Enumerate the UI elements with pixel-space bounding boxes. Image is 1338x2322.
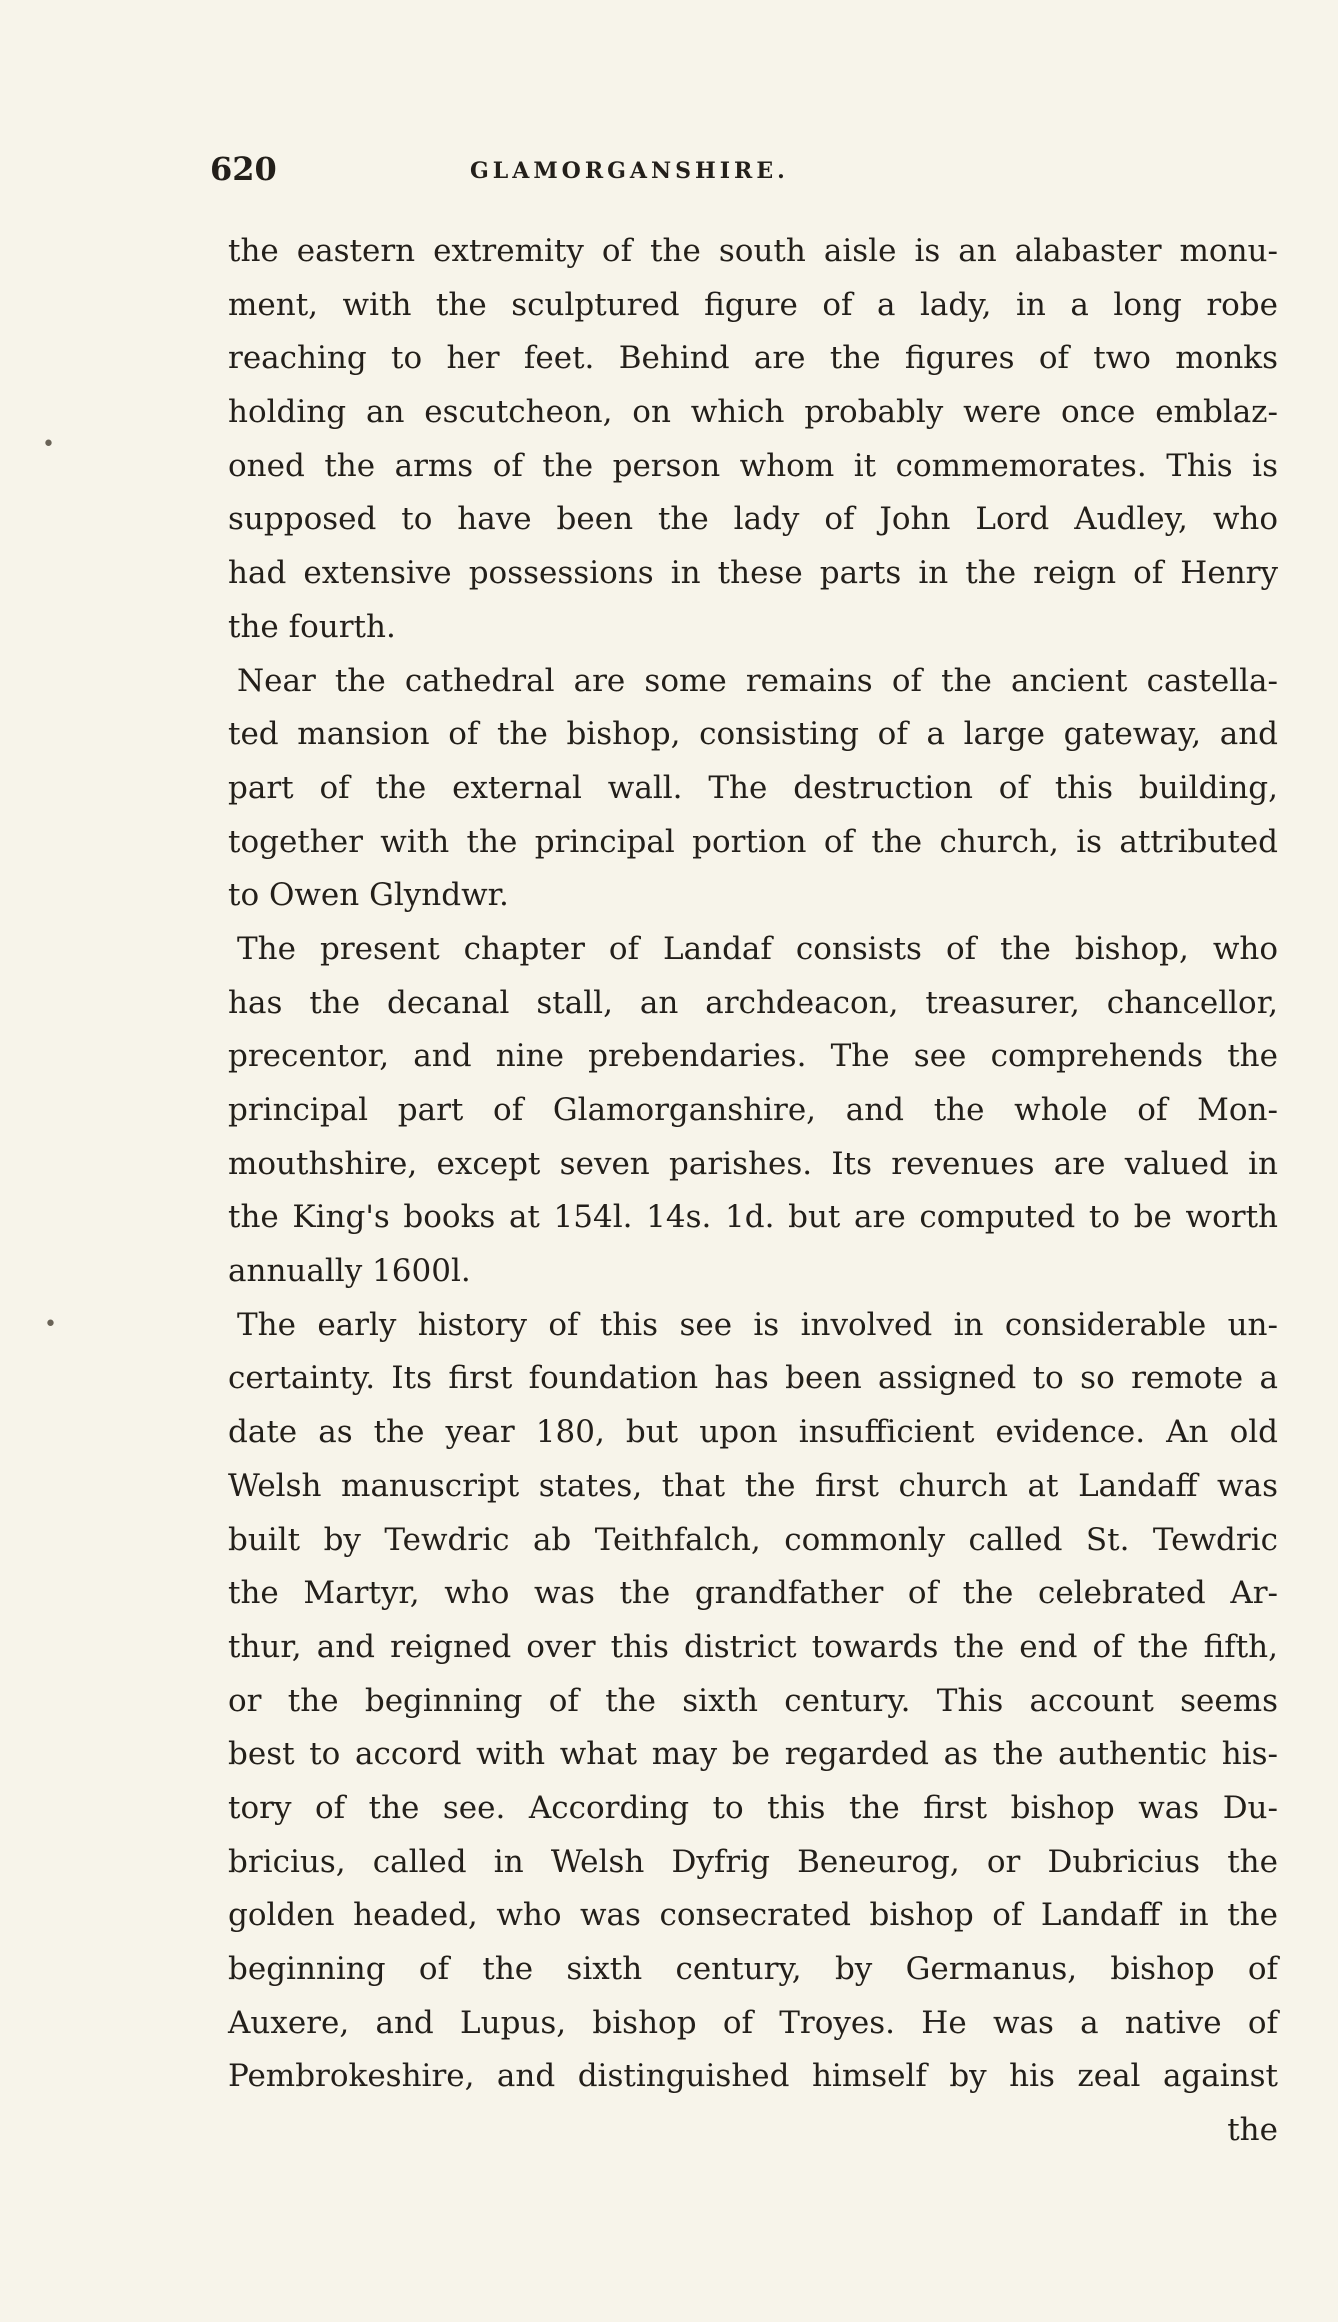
text-line-4: holding an escutcheon, on which probably were once emblaz- [228,394,1278,431]
text-line-3: reaching to her feet. Behind are the figures of two monks [228,340,1278,377]
text-line-1: the eastern extremity of the south aisle is an alabaster monu- [228,233,1278,269]
page-number: 620 [210,150,277,188]
margin-speck-mark: • [42,432,55,457]
text-line-11: part of the external wall. The destruction of this building, [228,769,1278,806]
body-text [228,225,1278,2158]
text-line-22: certainty. Its first foundation has been assigned to so remote a [228,1360,1278,1397]
text-line-31: bricius, called in Welsh Dyfrig Beneurog, or Dubricius the [228,1843,1278,1880]
text-line-14: The present chapter of Landaf consists of the bishop, who [237,930,1278,967]
margin-dot-mark: • [44,1312,57,1337]
text-line-21: The early history of this see is involved in considerable un- [237,1306,1278,1343]
text-line-7: had extensive possessions in these parts in the reign of Henry [228,555,1278,592]
text-line-12: together with the principal portion of the church, is attributed [228,823,1278,860]
text-line-23: date as the year 180, but upon insufficient evidence. An old [228,1414,1278,1451]
text-line-29: best to accord with what may be regarded as the authentic his- [228,1736,1278,1773]
text-line-13: to Owen Glyndwr. [228,877,509,914]
text-line-5: oned the arms of the person whom it commemorates. This is [228,447,1278,484]
text-line-20: annually 1600l. [228,1253,471,1290]
text-line-17: principal part of Glamorganshire, and the whole of Mon- [228,1092,1278,1128]
text-line-15: has the decanal stall, an archdeacon, treasurer, chancellor, [228,984,1278,1021]
text-line-19: the King's books at 154l. 14s. 1d. but are computed to be worth [228,1199,1278,1236]
text-line-34: Auxere, and Lupus, bishop of Troyes. He was a native of [228,2004,1278,2041]
running-head: GLAMORGANSHIRE. [470,158,789,184]
page-header [210,150,1270,200]
text-line-10: ted mansion of the bishop, consisting of a large gateway, and [228,716,1278,753]
text-line-25: built by Tewdric ab Teithfalch, commonly called St. Tewdric [228,1521,1278,1558]
text-line-9: Near the cathedral are some remains of the ancient castella- [237,662,1278,699]
text-line-30: tory of the see. According to this the first bishop was Du- [228,1789,1278,1826]
text-line-6: supposed to have been the lady of John Lord Audley, who [228,501,1278,538]
catchword: the [1227,2112,1278,2149]
text-line-35: Pembrokeshire, and distinguished himself by his zeal against [228,2058,1278,2095]
text-line-16: precentor, and nine prebendaries. The see comprehends the [228,1038,1278,1075]
text-line-18: mouthshire, except seven parishes. Its revenues are valued in [228,1145,1278,1182]
text-line-27: thur, and reigned over this district towards the end of the fifth, [228,1628,1278,1665]
text-line-28: or the beginning of the sixth century. This account seems [228,1682,1278,1719]
text-line-32: golden headed, who was consecrated bishop of Landaff in the [228,1897,1278,1934]
text-line-2: ment, with the sculptured figure of a lady, in a long robe [228,286,1278,323]
text-line-24: Welsh manuscript states, that the first church at Landaff was [228,1467,1278,1504]
text-line-33: beginning of the sixth century, by Germanus, bishop of [228,1951,1278,1987]
text-line-8: the fourth. [228,608,396,645]
text-line-26: the Martyr, who was the grandfather of the celebrated Ar- [228,1575,1278,1612]
